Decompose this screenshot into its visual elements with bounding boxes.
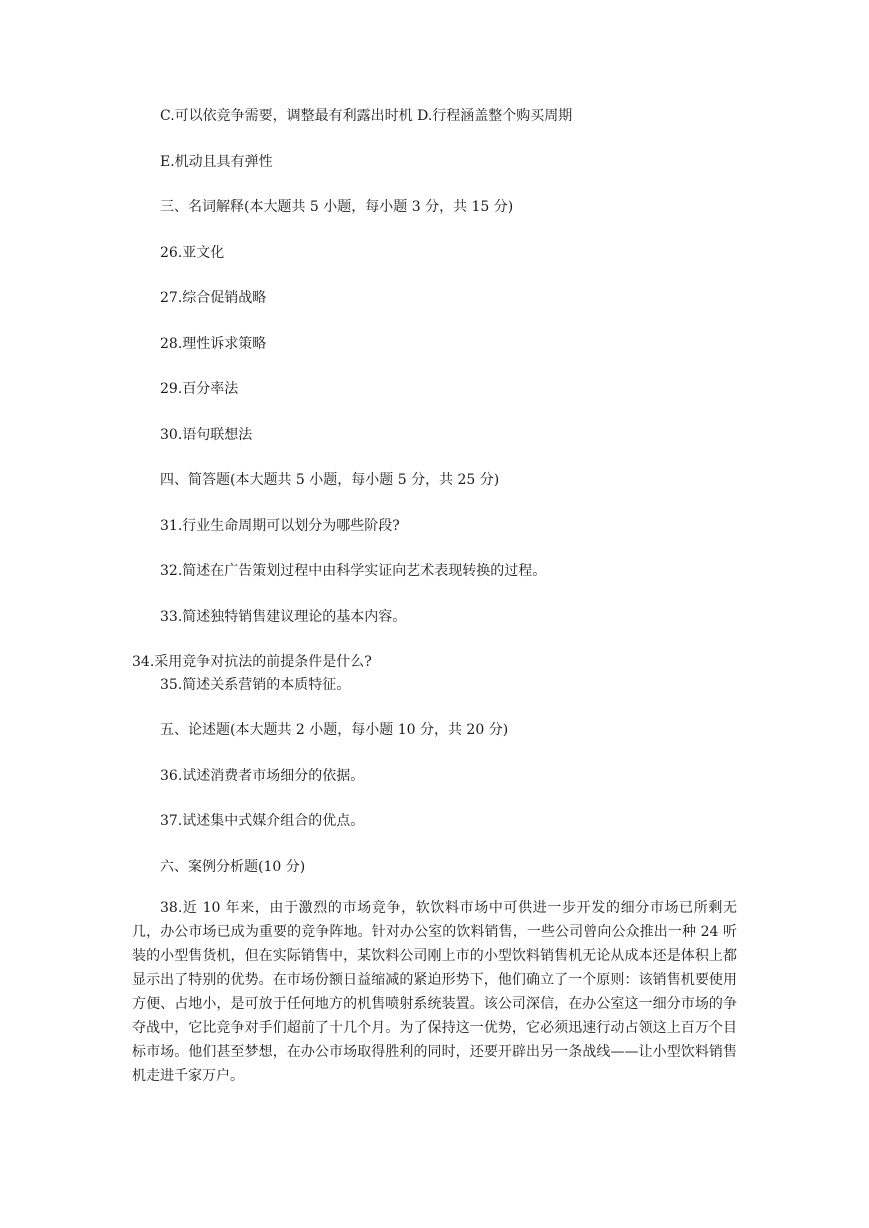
section-heading-essay: 五、论述题(本大题共 2 小题，每小题 10 分，共 20 分) (160, 722, 509, 738)
question-34: 34.采用竞争对抗法的前提条件是什么? (132, 654, 372, 670)
question-36: 36.试述消费者市场细分的依据。 (160, 768, 365, 784)
section-heading-short-answer: 四、简答题(本大题共 5 小题，每小题 5 分，共 25 分) (160, 472, 500, 488)
question-33: 33.简述独特销售建议理论的基本内容。 (160, 609, 407, 625)
question-30: 30.语句联想法 (160, 427, 253, 443)
question-35: 35.简述关系营销的本质特征。 (160, 677, 351, 693)
section-heading-terms: 三、名词解释(本大题共 5 小题，每小题 3 分，共 15 分) (160, 199, 514, 215)
question-37: 37.试述集中式媒介组合的优点。 (160, 813, 365, 829)
case-paragraph-text: 38.近 10 年来，由于激烈的市场竞争，软饮料市场中可供进一步开发的细分市场已所剩无几，办公市场已成为重要的竞争阵地。针对办公室的饮料销售，一些公司曾向公众推出一种 24 听装的小型售货机，但在实际销售中，某饮料公司刚上市的小型饮料销售机无论从成本还是体积上都显示出了特别的优势。在市场份额日益缩减的紧迫形势下，他们确立了一个原则：该销售机要使用方便、占地小，是可放于任何地方的机售喷射系统装置。该公司深信，在办公室这一细分市场的争夺战中，它比竞争对手们超前了十几个月。为了保持这一优势，它必须迅速行动占领这上百万个目标市场。他们甚至梦想，在办公市场取得胜利的同时，还要开辟出另一条战线——让小型饮料销售机走进千家万户。 (132, 900, 737, 1084)
question-27: 27.综合促销战略 (160, 290, 267, 306)
case-paragraph-38 (132, 896, 737, 1088)
question-29: 29.百分率法 (160, 381, 239, 397)
option-line-c-d: C.可以依竞争需要，调整最有利露出时机 D.行程涵盖整个购买周期 (160, 108, 573, 124)
question-26: 26.亚文化 (160, 245, 225, 261)
section-heading-case: 六、案例分析题(10 分) (160, 859, 306, 875)
option-line-e: E.机动且具有弹性 (160, 154, 273, 170)
question-32: 32.简述在广告策划过程中由科学实证向艺术表现转换的过程。 (160, 563, 547, 579)
question-31: 31.行业生命周期可以划分为哪些阶段? (160, 518, 400, 534)
question-28: 28.理性诉求策略 (160, 336, 267, 352)
